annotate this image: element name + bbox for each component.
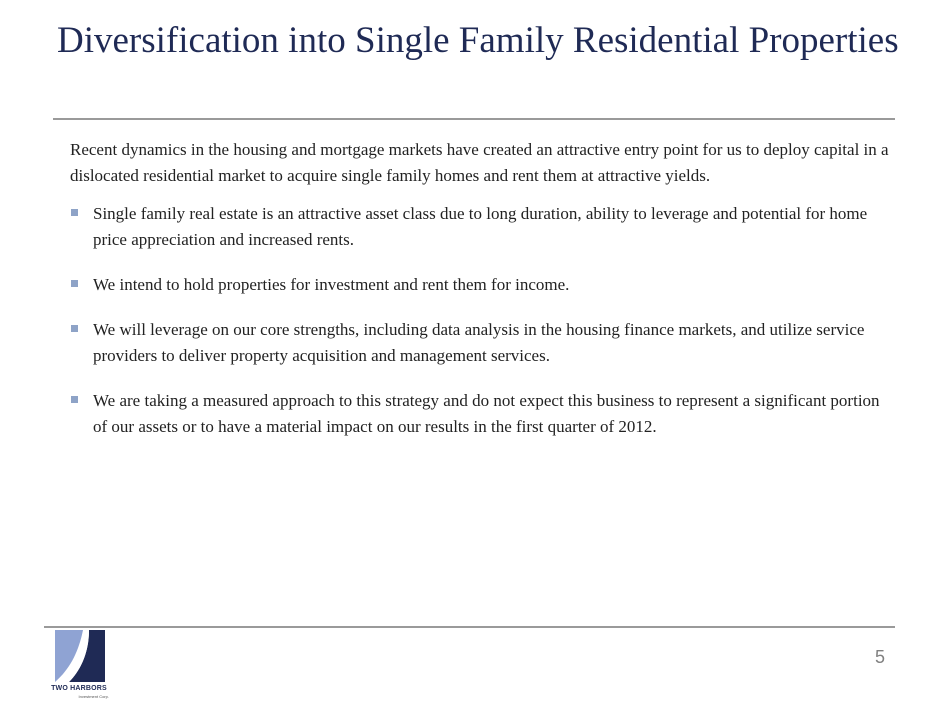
bullet-list [70, 201, 892, 440]
bullet-item [70, 317, 892, 369]
slide-title: Diversification into Single Family Residential Properties [57, 20, 899, 61]
bullet-item [70, 388, 892, 440]
square-bullet-icon [71, 325, 78, 332]
two-harbors-logo-icon [49, 628, 109, 684]
intro-paragraph: Recent dynamics in the housing and mortgage markets have created an attractive entry point for us to deploy capital in a dislocated residential market to acquire single family homes and rent them at attractive yields. [70, 140, 889, 185]
title-divider [53, 118, 895, 120]
company-logo [41, 628, 117, 704]
page-number: 5 [874, 647, 885, 667]
bullet-text: We intend to hold properties for investment and rent them for income. [93, 275, 570, 294]
footer-divider [44, 626, 895, 628]
logo-subtitle: Investment Corp. [78, 694, 109, 699]
bullet-text: Single family real estate is an attractive asset class due to long duration, ability to leverage and potential for home price appreciation and increased rents. [93, 204, 868, 249]
bullet-item [70, 201, 892, 253]
bullet-text: We will leverage on our core strengths, including data analysis in the housing finance markets, and utilize service providers to deliver property acquisition and management services. [93, 320, 865, 365]
logo-name: TWO HARBORS [51, 685, 107, 692]
square-bullet-icon [71, 280, 78, 287]
bullet-item [70, 272, 892, 298]
square-bullet-icon [71, 209, 78, 216]
slide-content [70, 137, 892, 459]
square-bullet-icon [71, 396, 78, 403]
bullet-text: We are taking a measured approach to this strategy and do not expect this business to represent a significant portion of our assets or to have a material impact on our results in the first quarter of 2012. [93, 391, 880, 436]
